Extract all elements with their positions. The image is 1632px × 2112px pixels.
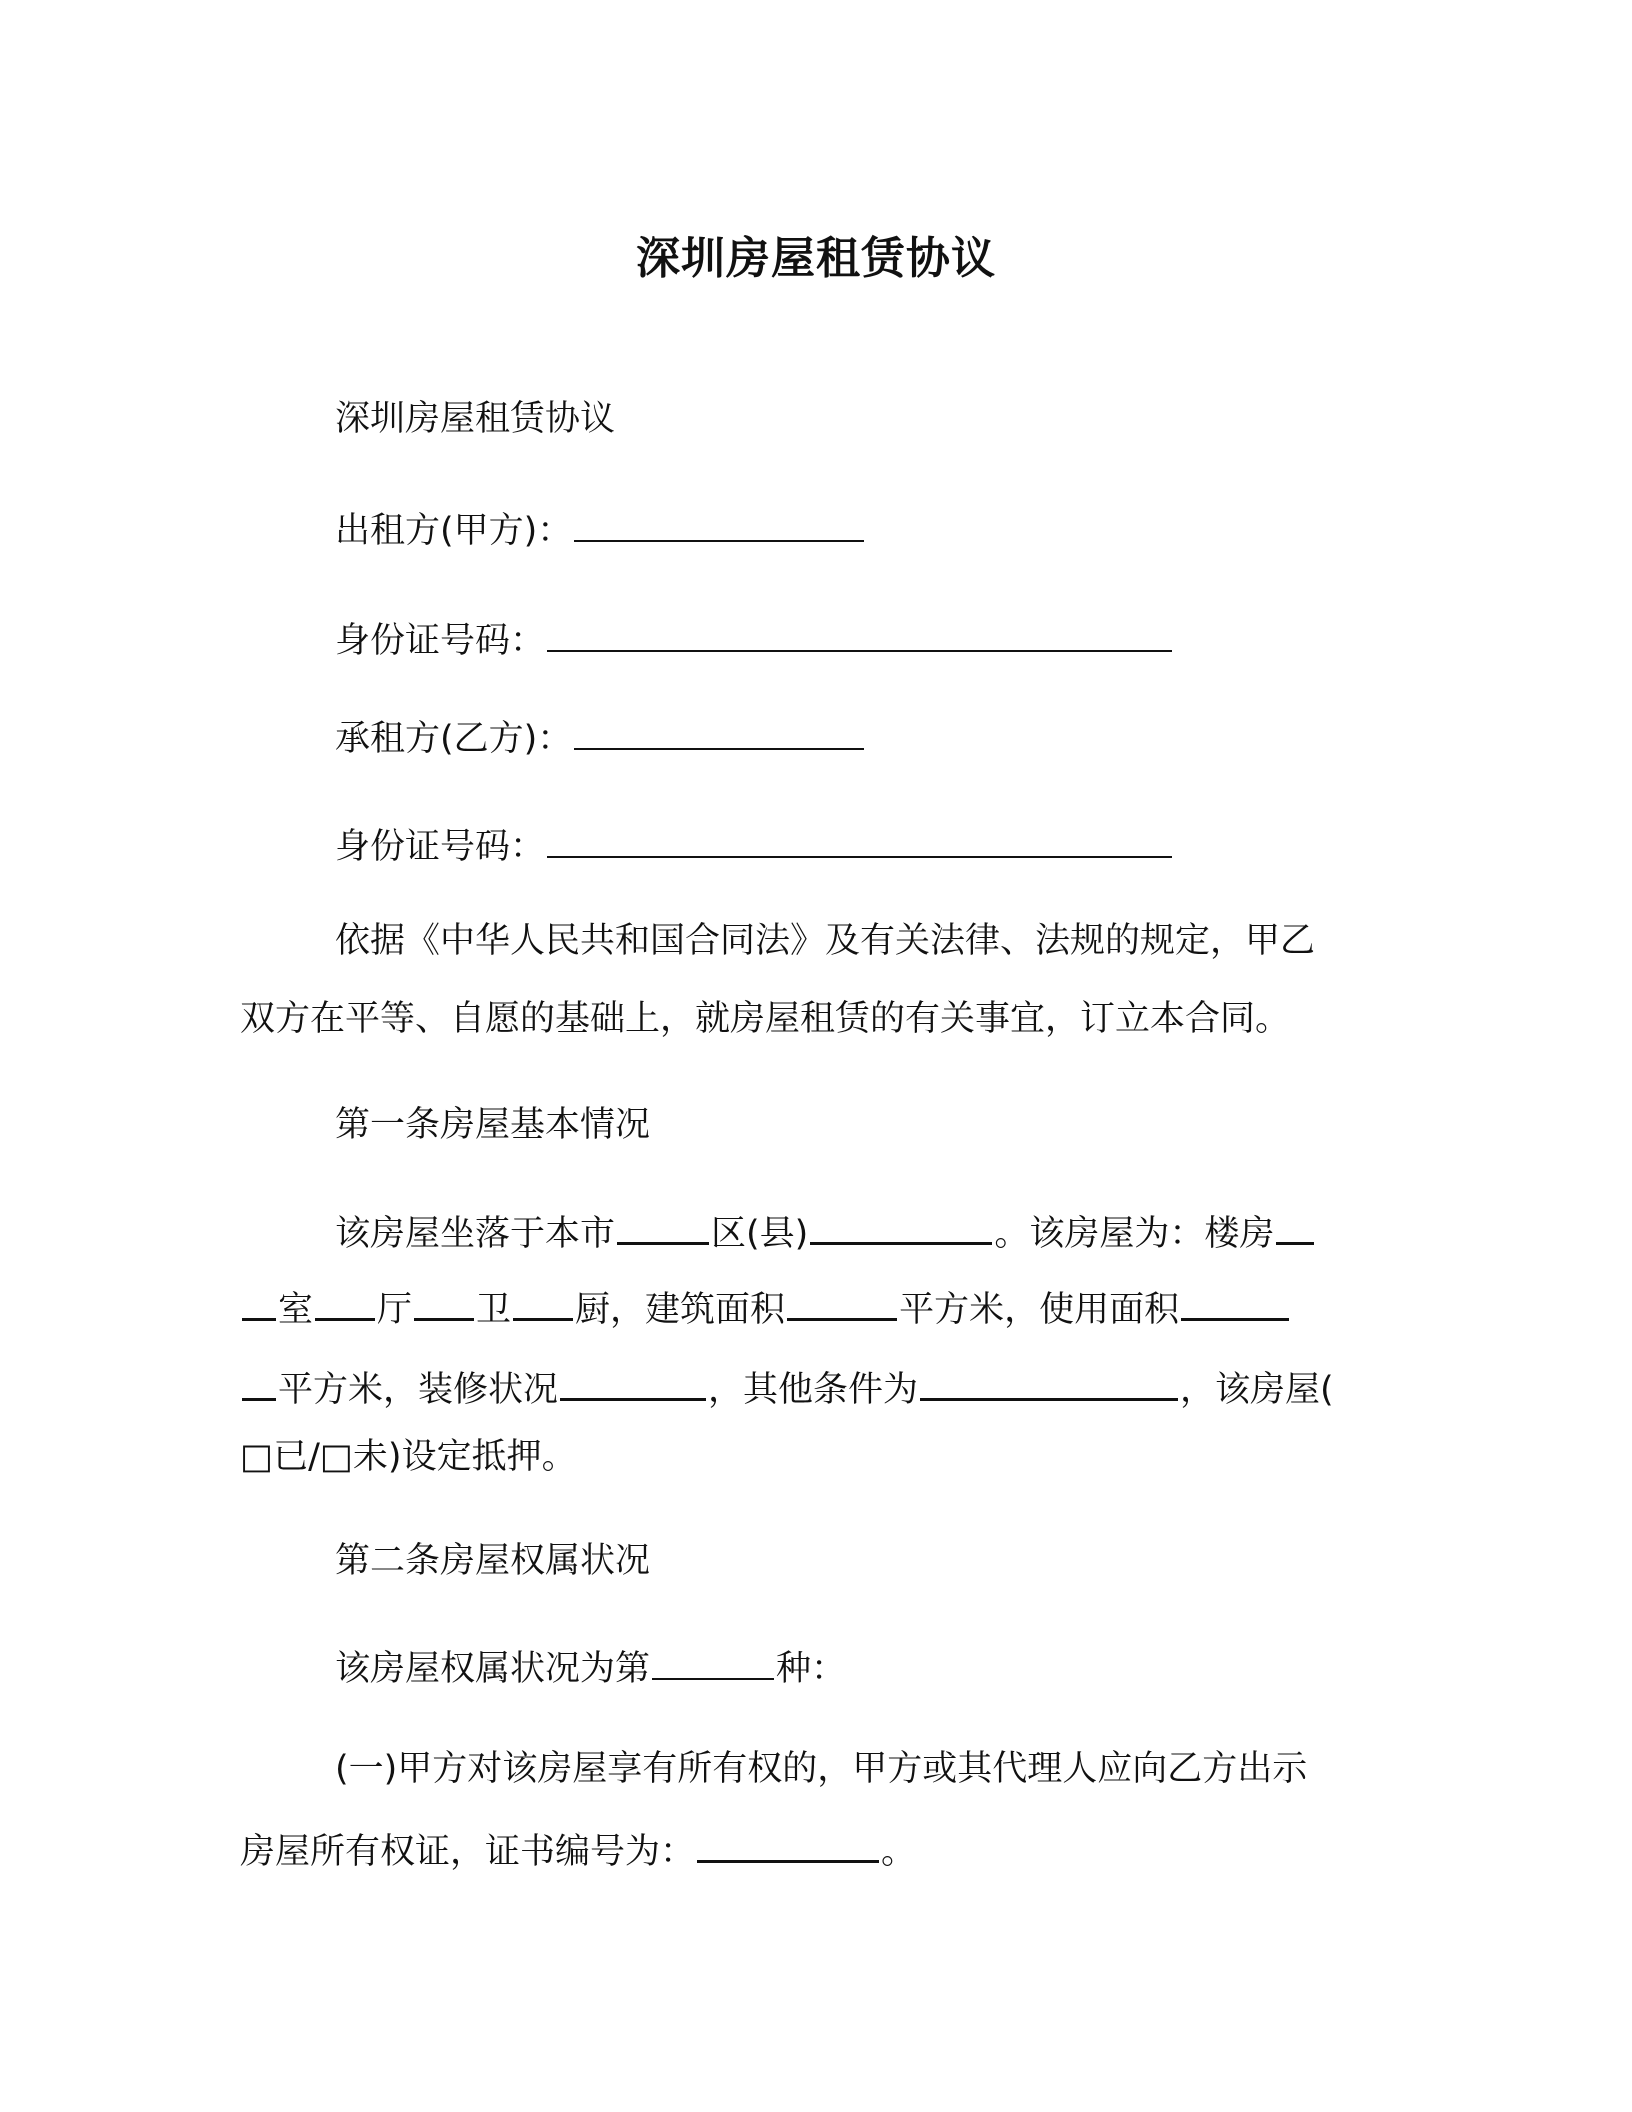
decoration-blank[interactable]: [560, 1368, 706, 1401]
rooms-blank[interactable]: [242, 1288, 276, 1321]
article1-text: 该房屋坐落于本市: [335, 1214, 616, 1254]
article2-text: 该房屋权属状况为第: [335, 1649, 651, 1689]
lessor-id-label: 身份证号码：: [335, 621, 546, 661]
baths-blank[interactable]: [414, 1288, 474, 1321]
building-area-blank[interactable]: [787, 1288, 897, 1321]
article1-text: ，该房屋(: [1180, 1370, 1334, 1410]
district-blank[interactable]: [617, 1212, 709, 1245]
article1-line-1: [335, 1212, 1316, 1252]
lessee-id-line: [335, 826, 1174, 865]
lessee-line: [335, 718, 866, 757]
article1-text: 卫: [476, 1290, 512, 1330]
building-blank[interactable]: [1276, 1212, 1314, 1245]
lessor-id-blank[interactable]: [547, 620, 1172, 652]
document-title: 深圳房屋租赁协议: [636, 233, 996, 284]
article1-text: ，其他条件为: [708, 1370, 919, 1410]
article1-text: 。该房屋为：楼房: [994, 1214, 1275, 1254]
lessor-line: [335, 510, 866, 549]
article1-line-2: [240, 1288, 1291, 1328]
article2-line-1: [335, 1648, 846, 1687]
subtitle: 深圳房屋租赁协议: [335, 399, 616, 439]
article2-text: 种：: [776, 1649, 847, 1689]
lessee-id-label: 身份证号码：: [335, 827, 546, 867]
article1-heading: 第一条房屋基本情况: [335, 1105, 651, 1145]
article1-text: 区(县): [711, 1214, 809, 1254]
halls-blank[interactable]: [315, 1288, 375, 1321]
lessor-id-line: [335, 620, 1174, 659]
lessor-label: 出租方(甲方)：: [335, 511, 573, 551]
kitchens-blank[interactable]: [513, 1288, 573, 1321]
article1-text: 厨，建筑面积: [575, 1290, 786, 1330]
article1-text: 厅: [377, 1290, 413, 1330]
article1-text: 室: [278, 1290, 314, 1330]
certificate-number-blank[interactable]: [697, 1830, 879, 1863]
lessee-label: 承租方(乙方)：: [335, 719, 573, 759]
article2-line-2: (一)甲方对该房屋享有所有权的，甲方或其代理人应向乙方出示: [335, 1749, 1308, 1789]
article1-text: 平方米，使用面积: [899, 1290, 1180, 1330]
preamble-line-2: 双方在平等、自愿的基础上，就房屋租赁的有关事宜，订立本合同。: [240, 999, 1291, 1039]
lessee-id-blank[interactable]: [547, 826, 1172, 858]
preamble-line-1: 依据《中华人民共和国合同法》及有关法律、法规的规定，甲乙: [335, 921, 1316, 961]
article1-line-4: □已/□未)设定抵押。: [240, 1437, 577, 1477]
county-blank[interactable]: [810, 1212, 992, 1245]
usable-area-blank-cont[interactable]: [242, 1368, 276, 1401]
article2-text: 。: [881, 1832, 917, 1872]
article2-heading: 第二条房屋权属状况: [335, 1541, 651, 1581]
article1-line-3: [240, 1368, 1334, 1408]
other-conditions-blank[interactable]: [920, 1368, 1178, 1401]
usable-area-blank[interactable]: [1181, 1288, 1289, 1321]
ownership-type-blank[interactable]: [652, 1648, 774, 1680]
lessee-blank[interactable]: [574, 718, 864, 750]
lessor-blank[interactable]: [574, 510, 864, 542]
article2-line-3: [240, 1830, 916, 1870]
article2-text: 房屋所有权证，证书编号为：: [240, 1832, 696, 1872]
article1-text: 平方米，装修状况: [278, 1370, 559, 1410]
